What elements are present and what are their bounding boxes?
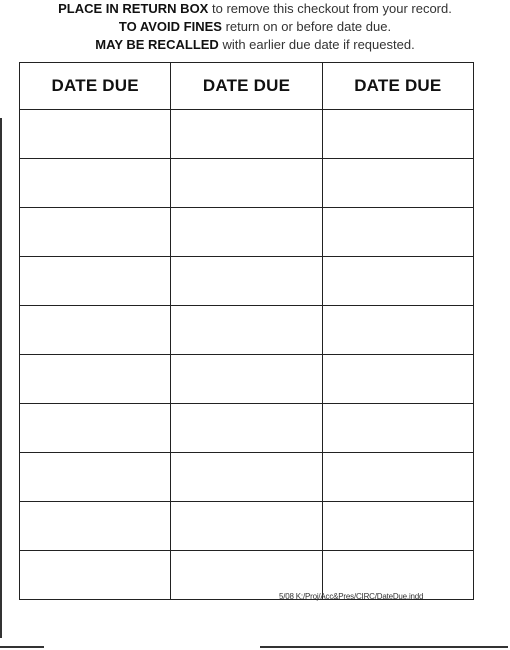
date-due-cell bbox=[322, 159, 473, 208]
notice-line-3-bold: MAY BE RECALLED bbox=[95, 37, 219, 52]
date-due-cell bbox=[20, 551, 171, 600]
table-row bbox=[20, 110, 474, 159]
date-due-cell bbox=[322, 208, 473, 257]
form-code: 5/08 K:/Proj/Acc&Pres/CIRC/DateDue.indd bbox=[279, 592, 424, 601]
date-due-cell bbox=[20, 159, 171, 208]
date-due-cell bbox=[322, 502, 473, 551]
date-due-cell bbox=[20, 502, 171, 551]
date-due-header-1: DATE DUE bbox=[20, 63, 171, 110]
date-due-cell bbox=[171, 306, 322, 355]
date-due-cell bbox=[20, 208, 171, 257]
notice-line-1-text: to remove this checkout from your record. bbox=[211, 1, 452, 16]
date-due-cell bbox=[322, 453, 473, 502]
scan-edge-left bbox=[0, 118, 2, 638]
instructions-notice bbox=[0, 0, 510, 54]
table-row bbox=[20, 355, 474, 404]
table-row bbox=[20, 306, 474, 355]
date-due-header-3: DATE DUE bbox=[322, 63, 473, 110]
scan-edge-bottom-right bbox=[260, 646, 508, 648]
date-due-cell bbox=[322, 110, 473, 159]
table-row bbox=[20, 453, 474, 502]
date-due-cell bbox=[171, 502, 322, 551]
date-due-cell bbox=[171, 257, 322, 306]
notice-line-2-text: return on or before date due. bbox=[225, 19, 392, 34]
notice-line-1 bbox=[0, 0, 510, 18]
date-due-cell bbox=[20, 306, 171, 355]
scan-edge-bottom-left bbox=[0, 646, 44, 648]
table-row bbox=[20, 502, 474, 551]
date-due-cell bbox=[20, 453, 171, 502]
date-due-cell bbox=[322, 404, 473, 453]
date-due-cell bbox=[171, 453, 322, 502]
table-row bbox=[20, 404, 474, 453]
notice-line-3 bbox=[0, 36, 510, 54]
date-due-cell bbox=[171, 355, 322, 404]
table-row bbox=[20, 208, 474, 257]
notice-line-2 bbox=[0, 18, 510, 36]
date-due-cell bbox=[171, 404, 322, 453]
date-due-cell bbox=[171, 208, 322, 257]
date-due-rows bbox=[20, 110, 474, 600]
date-due-header-2: DATE DUE bbox=[171, 63, 322, 110]
notice-line-1-bold: PLACE IN RETURN BOX bbox=[58, 1, 209, 16]
table-row bbox=[20, 159, 474, 208]
date-due-cell bbox=[171, 159, 322, 208]
date-due-cell bbox=[322, 257, 473, 306]
table-row bbox=[20, 257, 474, 306]
date-due-cell bbox=[20, 404, 171, 453]
date-due-table bbox=[19, 62, 474, 600]
notice-line-2-bold: TO AVOID FINES bbox=[118, 19, 222, 34]
date-due-cell bbox=[171, 110, 322, 159]
date-due-cell bbox=[322, 355, 473, 404]
date-due-cell bbox=[322, 306, 473, 355]
date-due-cell bbox=[20, 110, 171, 159]
notice-line-3-text: with earlier due date if requested. bbox=[222, 37, 415, 52]
date-due-cell bbox=[20, 257, 171, 306]
date-due-cell bbox=[20, 355, 171, 404]
header-row bbox=[20, 63, 474, 110]
